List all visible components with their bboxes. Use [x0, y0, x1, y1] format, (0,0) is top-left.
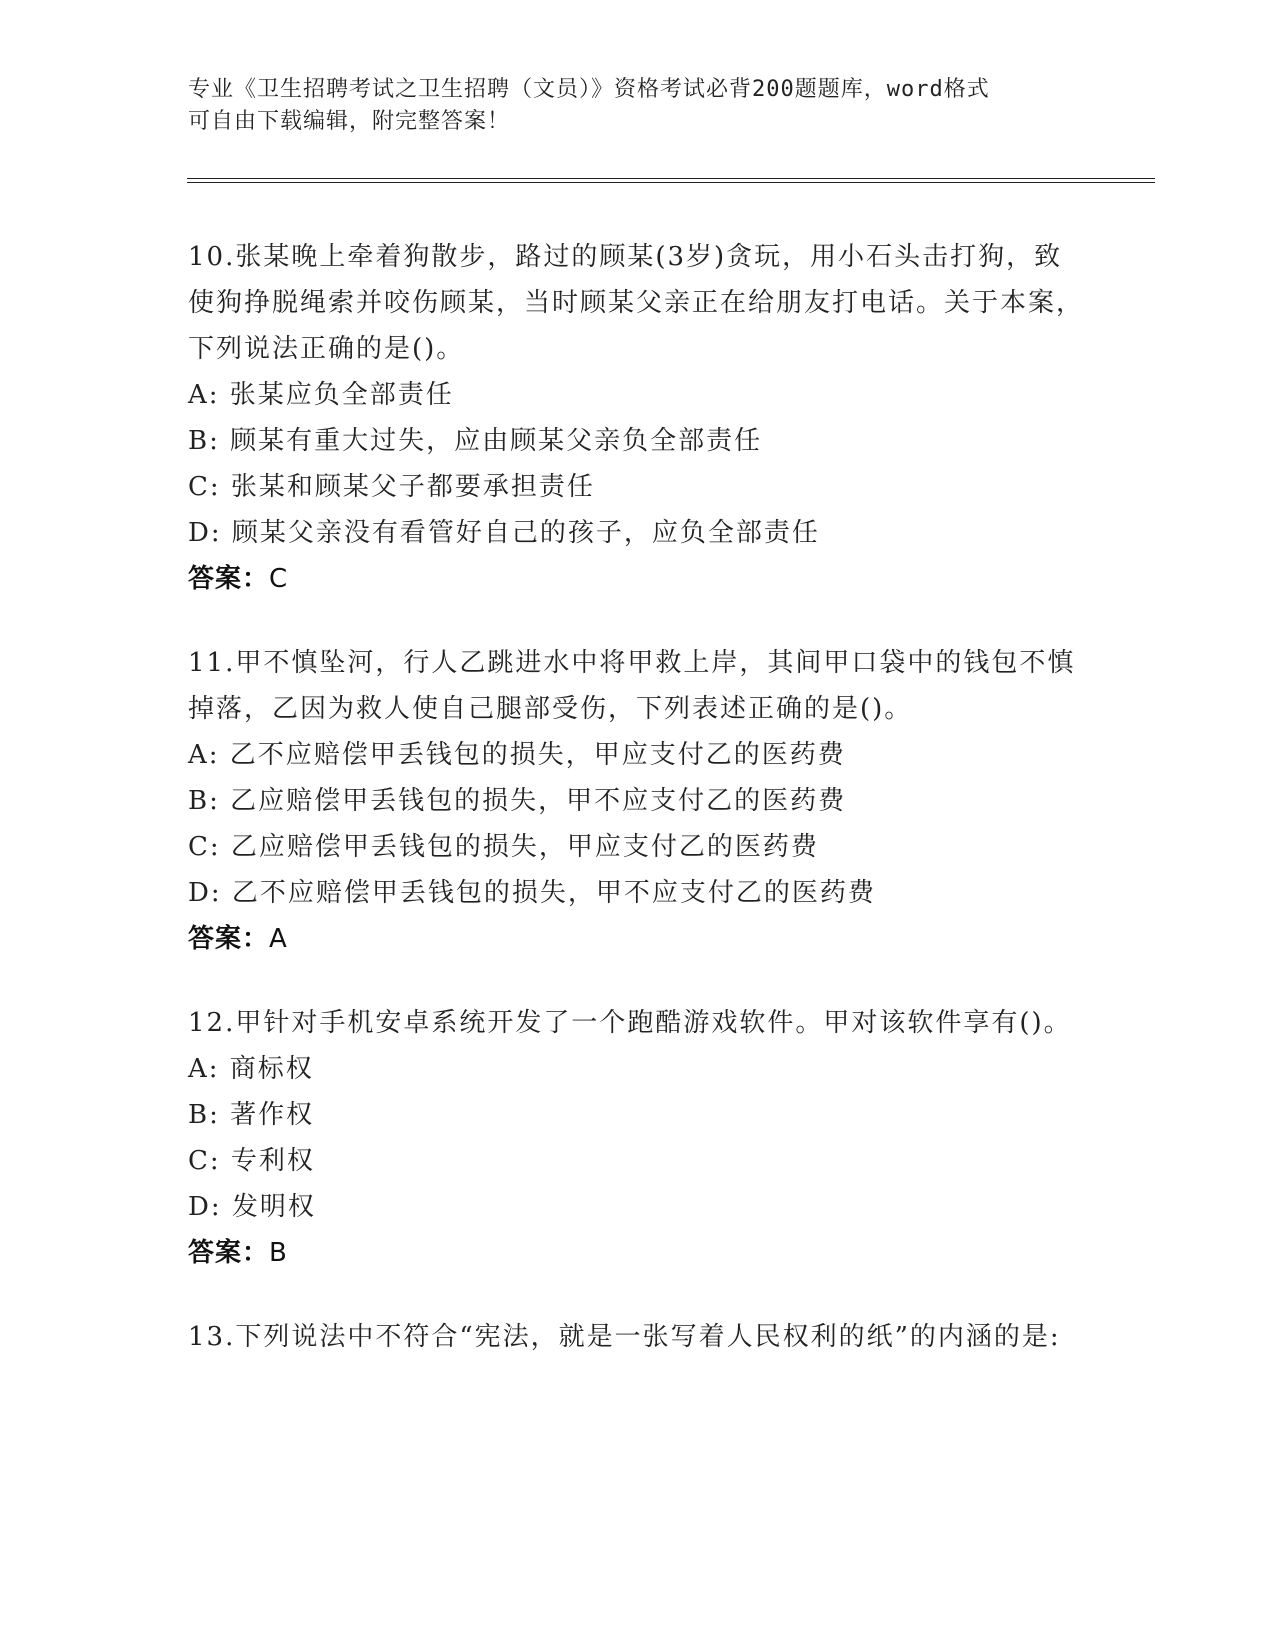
question-text: 11.甲不慎坠河，行人乙跳进水中将甲救上岸，其间甲口袋中的钱包不慎掉落，乙因为救人使自己腿部受伤，下列表述正确的是()。: [188, 648, 1076, 724]
question-10: [188, 234, 1088, 602]
question-text: 13.下列说法中不符合“宪法，就是一张写着人民权利的纸”的内涵的是:: [188, 1322, 1061, 1352]
option-c: C: 张某和顾某父子都要承担责任: [188, 472, 595, 502]
answer-value: A: [269, 924, 288, 954]
answer-line: [188, 1230, 1088, 1276]
document-header: [188, 74, 1068, 138]
answer-line: [188, 916, 1088, 962]
option-c: C: 乙应赔偿甲丢钱包的损失，甲应支付乙的医药费: [188, 832, 819, 862]
option-d: D: 顾某父亲没有看管好自己的孩子，应负全部责任: [188, 518, 820, 548]
option-a: A: 商标权: [188, 1054, 314, 1084]
question-text: 12.甲针对手机安卓系统开发了一个跑酷游戏软件。甲对该软件享有()。: [188, 1008, 1072, 1038]
question-11: [188, 640, 1088, 962]
question-12: [188, 1000, 1088, 1276]
answer-label: 答案：: [188, 1238, 270, 1268]
answer-line: [188, 556, 1088, 602]
answer-value: C: [269, 564, 289, 594]
option-c: C: 专利权: [188, 1146, 315, 1176]
option-a: A: 乙不应赔偿甲丢钱包的损失，甲应支付乙的医药费: [188, 740, 846, 770]
question-text: 10.张某晚上牵着狗散步，路过的顾某(3岁)贪玩，用小石头击打狗，致使狗挣脱绳索并咬伤顾某，当时顾某父亲正在给朋友打电话。关于本案，下列说法正确的是()。: [188, 242, 1085, 364]
option-b: B: 乙应赔偿甲丢钱包的损失，甲不应支付乙的医药费: [188, 786, 847, 816]
header-divider: [187, 178, 1155, 183]
answer-label: 答案：: [188, 924, 270, 954]
option-d: D: 乙不应赔偿甲丢钱包的损失，甲不应支付乙的医药费: [188, 878, 876, 908]
answer-label: 答案：: [188, 564, 270, 594]
option-d: D: 发明权: [188, 1192, 316, 1222]
header-line-2: 可自由下载编辑，附完整答案！: [188, 109, 511, 134]
option-a: A: 张某应负全部责任: [188, 380, 454, 410]
option-b: B: 顾某有重大过失，应由顾某父亲负全部责任: [188, 426, 763, 456]
question-list: [188, 234, 1088, 1398]
answer-value: B: [269, 1238, 288, 1268]
question-13: [188, 1314, 1088, 1360]
header-line-1: 专业《卫生招聘考试之卫生招聘（文员）》资格考试必背200题题库，word格式: [188, 77, 990, 102]
option-b: B: 著作权: [188, 1100, 315, 1130]
